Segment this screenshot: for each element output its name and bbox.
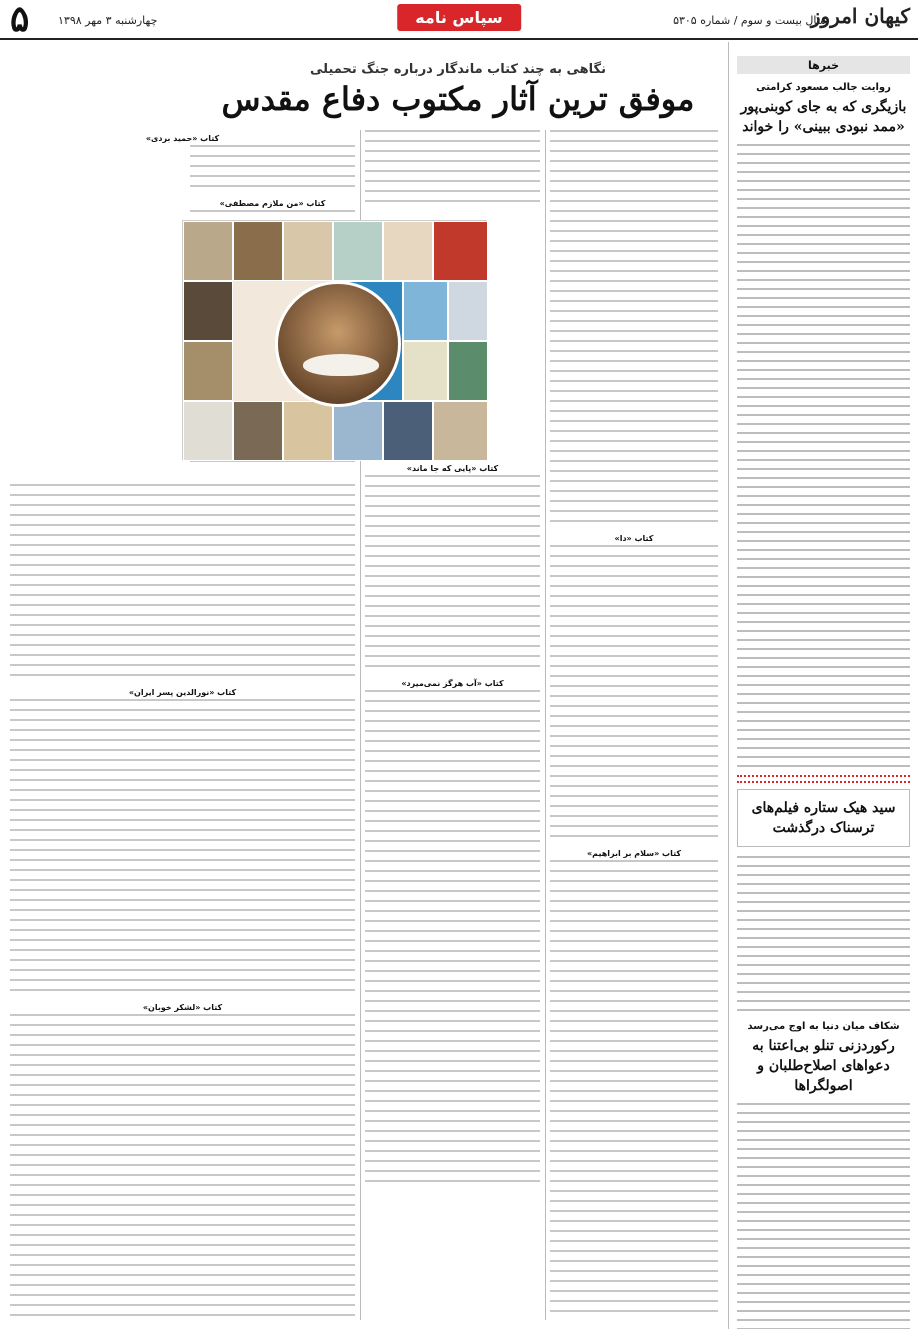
book-cover xyxy=(448,281,488,341)
book-cover xyxy=(233,401,283,461)
portrait-photo xyxy=(275,281,401,407)
subhead-7: کتاب «دا» xyxy=(614,534,654,543)
masthead xyxy=(0,0,918,40)
book-cover xyxy=(333,401,383,461)
book-cover xyxy=(383,221,433,281)
story3-title[interactable]: رکوردزنی تنلو بی‌اعتنا به دعواهای اصلاح‌طلبان و اصولگراها xyxy=(752,1038,895,1094)
article-column-1 xyxy=(550,130,718,1320)
subhead-6: کتاب «لشکر خوبان» xyxy=(142,1003,223,1012)
article-headline: موفق ترین آثار مکتوب دفاع مقدس xyxy=(221,80,695,118)
book-cover xyxy=(183,281,233,341)
sidebar-divider xyxy=(737,775,910,783)
subhead-8: کتاب «سلام بر ابراهیم» xyxy=(587,849,681,858)
section-title: سپاس نامه xyxy=(397,4,521,31)
story3-kicker: شکاف میان دنیا به اوج می‌رسد xyxy=(747,1021,900,1032)
column-divider xyxy=(545,130,546,1320)
subhead-9: کتاب «پایی که جا ماند» xyxy=(406,464,499,473)
story1-title[interactable]: بازیگری که به جای کوبنی‌پور «ممد نبودی ببینی» را خواند xyxy=(740,99,907,135)
story1-body xyxy=(729,141,918,771)
article-kicker: نگاهی به چند کتاب ماندگار درباره جنگ تحمیلی xyxy=(310,62,606,77)
sidebar-heading: خبرها xyxy=(737,56,910,74)
story2-box xyxy=(737,789,910,847)
book-cover xyxy=(183,221,233,281)
book-cover xyxy=(183,341,233,401)
book-cover xyxy=(333,221,383,281)
newspaper-logo: کیهان امروز xyxy=(810,4,910,28)
story2-title[interactable]: سید هیک ستاره فیلم‌های ترسناک درگذشت xyxy=(751,800,896,836)
news-sidebar xyxy=(728,42,918,1329)
book-cover xyxy=(183,401,233,461)
subhead-1: کتاب «حمید بردی» xyxy=(145,134,220,143)
page-number: ۵ xyxy=(10,0,30,40)
subhead-5: کتاب «نورالدین پسر ایران» xyxy=(128,688,237,697)
publish-date: چهارشنبه ۳ مهر ۱۳۹۸ xyxy=(58,14,158,27)
book-covers-collage xyxy=(182,220,487,460)
story3-body xyxy=(729,1100,918,1329)
book-cover xyxy=(233,221,283,281)
story2-body xyxy=(729,853,918,1013)
book-cover xyxy=(433,401,488,461)
subhead-10: کتاب «آب هرگز نمی‌میرد» xyxy=(401,679,504,688)
book-cover xyxy=(283,401,333,461)
book-cover xyxy=(403,341,448,401)
subhead-2: کتاب «من ملازم مصطفی» xyxy=(219,199,326,208)
issue-info: سال بیست و سوم / شماره ۵۳۰۵ xyxy=(673,14,826,27)
book-cover xyxy=(403,281,448,341)
book-cover xyxy=(283,221,333,281)
portrait-smile xyxy=(303,354,379,376)
book-cover xyxy=(383,401,433,461)
story1-kicker: روایت جالب مسعود کرامتی xyxy=(756,82,891,93)
book-cover xyxy=(448,341,488,401)
book-cover xyxy=(433,221,488,281)
